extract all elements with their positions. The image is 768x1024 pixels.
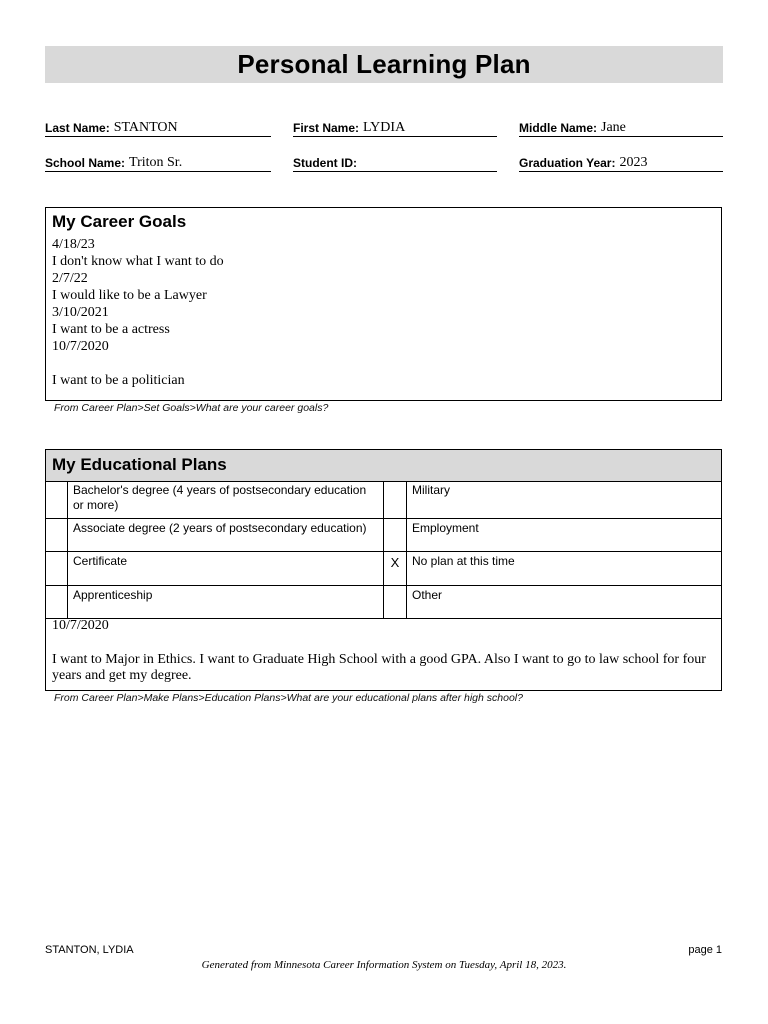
last-name-value: STANTON bbox=[113, 120, 178, 135]
student-id-label: Student ID: bbox=[293, 156, 357, 170]
table-row bbox=[46, 586, 721, 619]
checkbox-cell[interactable] bbox=[46, 586, 68, 618]
career-goal-line: I want to be a politician bbox=[52, 373, 185, 388]
career-goal-line bbox=[52, 355, 715, 372]
note-line: I want to Major in Ethics. I want to Graduate High School with a good GPA. Also I want to go to law school for four years and get my degree. bbox=[52, 652, 706, 683]
option-label: Military bbox=[412, 483, 450, 497]
middle-name-value: Jane bbox=[601, 120, 626, 135]
last-name-label: Last Name: bbox=[45, 121, 110, 135]
school-name-label: School Name: bbox=[45, 156, 126, 170]
educational-plans-header: My Educational Plans bbox=[46, 450, 721, 482]
school-name-value: Triton Sr. bbox=[129, 155, 183, 170]
career-goals-box bbox=[45, 207, 722, 401]
educational-plans-source: From Career Plan>Make Plans>Education Plans>What are your educational plans after high school? bbox=[54, 692, 523, 704]
note-line bbox=[52, 635, 712, 652]
page-title: Personal Learning Plan bbox=[237, 49, 531, 79]
checkbox-cell[interactable] bbox=[384, 519, 407, 551]
checkbox-cell[interactable] bbox=[46, 519, 68, 551]
career-goal-line: I don't know what I want to do bbox=[52, 254, 224, 269]
graduation-year-label: Graduation Year: bbox=[519, 156, 616, 170]
career-goal-line: 4/18/23 bbox=[52, 237, 95, 252]
option-label: No plan at this time bbox=[412, 554, 515, 568]
educational-plans-grid bbox=[46, 481, 721, 619]
first-name-value: LYDIA bbox=[363, 120, 406, 135]
career-goals-body bbox=[46, 236, 721, 389]
career-goal-line: I would like to be a Lawyer bbox=[52, 288, 207, 303]
table-row bbox=[46, 519, 721, 552]
footer-page-number: page 1 bbox=[688, 944, 722, 956]
first-name-label: First Name: bbox=[293, 121, 360, 135]
first-name-field bbox=[293, 117, 497, 137]
footer-generated-note: Generated from Minnesota Career Information System on Tuesday, April 18, 2023. bbox=[201, 959, 567, 971]
career-goal-line: 2/7/22 bbox=[52, 271, 88, 286]
educational-plans-note bbox=[52, 618, 712, 684]
info-row-names bbox=[45, 117, 723, 139]
checkbox-cell[interactable] bbox=[46, 481, 68, 518]
student-id-field bbox=[293, 152, 497, 172]
title-bar bbox=[45, 46, 723, 83]
middle-name-field bbox=[519, 117, 723, 137]
table-row bbox=[46, 552, 721, 586]
info-row-school bbox=[45, 152, 723, 174]
option-label: Bachelor's degree (4 years of postsecondary education or more) bbox=[68, 481, 384, 518]
option-label: Apprenticeship bbox=[68, 586, 384, 618]
option-label: Associate degree (2 years of postsecondary education) bbox=[68, 519, 384, 551]
career-goals-source: From Career Plan>Set Goals>What are your career goals? bbox=[54, 402, 329, 414]
career-goal-line: 3/10/2021 bbox=[52, 305, 109, 320]
graduation-year-value: 2023 bbox=[619, 155, 648, 170]
checkbox-cell[interactable]: X bbox=[384, 552, 407, 585]
checkbox-cell[interactable] bbox=[384, 481, 407, 518]
option-label: Certificate bbox=[68, 552, 384, 585]
checkbox-cell[interactable] bbox=[46, 552, 68, 585]
educational-plans-box bbox=[45, 449, 722, 691]
career-goal-line: 10/7/2020 bbox=[52, 339, 109, 354]
career-goals-header: My Career Goals bbox=[52, 212, 187, 231]
checkbox-cell[interactable] bbox=[384, 586, 407, 618]
table-row bbox=[46, 481, 721, 519]
option-label: Other bbox=[412, 588, 443, 602]
school-name-field bbox=[45, 152, 271, 172]
career-goal-line: I want to be a actress bbox=[52, 322, 170, 337]
option-label: Employment bbox=[412, 521, 479, 535]
footer-student-name: STANTON, LYDIA bbox=[45, 944, 134, 956]
graduation-year-field bbox=[519, 152, 723, 172]
middle-name-label: Middle Name: bbox=[519, 121, 598, 135]
note-line: 10/7/2020 bbox=[52, 618, 109, 633]
last-name-field bbox=[45, 117, 271, 137]
